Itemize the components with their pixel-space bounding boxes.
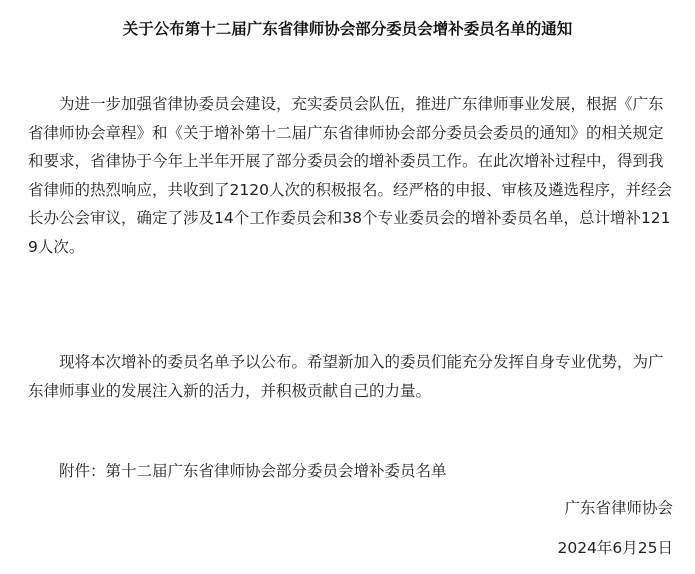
notice-title: 关于公布第十二届广东省律师协会部分委员会增补委员名单的通知 [122, 20, 573, 38]
signature-organization: 广东省律师协会 [564, 499, 673, 517]
signature-date: 2024年6月25日 [557, 539, 673, 557]
body-paragraph-2: 现将本次增补的委员名单予以公布。希望新加入的委员们能充分发挥自身专业优势，为广东律师事业的发展注入新的活力，并积极贡献自己的力量。 [28, 353, 664, 400]
body-paragraph-1: 为进一步加强省律协委员会建设，充实委员会队伍，推进广东律师事业发展，根据《广东省律师协会章程》和《关于增补第十二届广东省律师协会部分委员会委员的通知》的相关规定和要求，省律协于今年上半年开展了部分委员会的增补委员工作。在此次增补过程中，得到我省律师的热烈响应，共收到了2120人次的积极报名。经严格的申报、审核及遴选程序，并经会长办公会审议，确定了涉及14个工作委员会和38个专业委员会的增补委员名单，总计增补1219人次。 [28, 95, 672, 256]
attachment-line: 附件：第十二届广东省律师协会部分委员会增补委员名单 [59, 462, 447, 480]
